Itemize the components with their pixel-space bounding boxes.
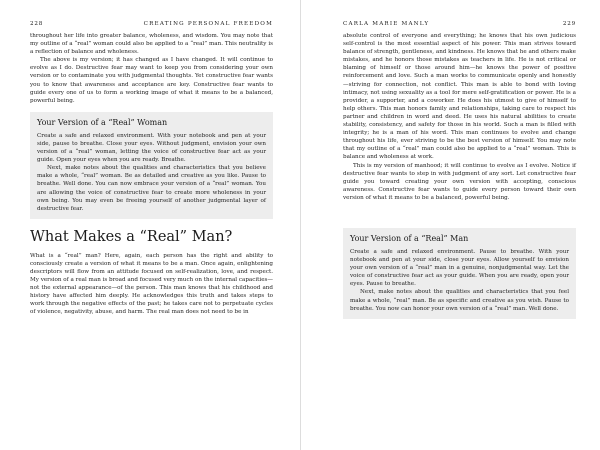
exercise-box-title: Your Version of a “Real” Man	[350, 233, 469, 243]
exercise-paragraph: Create a safe and relaxed environment. With your notebook and pen at your side, pause to breathe. Close your eyes. Without judgment, envision your own version of a “real” woman, letting the voice of constructive fear act as your guide. Open your eyes when you are ready. Breathe.	[37, 132, 266, 164]
exercise-paragraph: Next, make notes about the qualities and characteristics that you feel make a whole, “real” man. Be as specific and creative as you wish. Pause to breathe. You now can honor your own version of a “real” man. Well done.	[350, 289, 569, 312]
right-page-header	[343, 0, 576, 32]
page-number-left: 228	[30, 21, 44, 27]
left-page-header	[30, 0, 273, 32]
right-body-text	[343, 32, 576, 202]
section-body-text	[30, 252, 273, 317]
paragraph: The above is my version; it has changed as I have changed. It will continue to evolve as I do. Destructive fear may want to keep you from considering your own version or to contaminate you with judgmental thoughts. Yet constructive fear wants you to know that awareness and acceptance are key. Constructive fear wants to guide every one of us to form a working image of what it means to be a balanced, powerful being.	[30, 57, 273, 104]
exercise-paragraph: Next, make notes about the qualities and characteristics that you believe make a whole, “real” woman. Be as detailed and creative as you like. Pause to breathe. Well done. You can now embrace your version of a “real” woman. You are allowing the voice of constructive fear to create more wholeness in your own being. You may even be freeing yourself of another judgmental layer of destructive fear.	[37, 165, 266, 212]
right-page	[300, 0, 600, 450]
exercise-box-man	[343, 228, 576, 319]
paragraph: throughout her life into greater balance, wholeness, and wisdom. You may note that my outline of a “real” woman could also be applied to a “real” man. This neutrality is a reflection of balance and wholeness.	[30, 33, 273, 56]
paragraph: What is a “real” man? Here, again, each person has the right and ability to consciously create a version of what it means to be a man. Once again, enlightening descriptors will flow from an attitude focused on self-realization, love, and respect. My version of a real man is broad and focused very much on the internal capacities—not the external appearance—of the person. This man knows that his childhood and history have affected him deeply. He acknowledges this truth and takes steps to work through the negative effects of the past; he takes care not to perpetuate cycles of violence, negativity, abuse, and harm. The real man does not need to be in	[30, 252, 273, 316]
left-body-text	[30, 32, 273, 105]
exercise-box-woman	[30, 112, 273, 219]
exercise-box-title: Your Version of a “Real” Woman	[37, 117, 168, 127]
running-title-left: CREATING PERSONAL FREEDOM	[143, 21, 273, 27]
running-title-right: CARLA MARIE MANLY	[343, 21, 430, 27]
paragraph: This is my version of manhood; it will continue to evolve as I evolve. Notice if destructive fear wants to step in with judgment of any sort. Let constructive fear guide you toward creating your own version with accepting, conscious awareness. Constructive fear wants to guide every person toward their own version of what it means to be a balanced, powerful being.	[343, 162, 576, 201]
page-number-right: 229	[562, 21, 576, 27]
section-heading: What Makes a “Real” Man?	[30, 228, 233, 245]
paragraph: absolute control of everyone and everything; he knows that his own judicious self-control is the most essential aspect of his power. This man strives toward balance of strength, gentleness, and kindness. He knows that he and others make mistakes, and he honors those mistakes as teachers in life. He is not critical or blaming of himself or those around him—he knows the power of positive reinforcement and love. Such a man works to communicate openly and honestly—striving for connection, not conflict. This man is able to bond with loving intimacy, not using sexuality as a tool for mere self-gratification or power. He is a provider, a supporter, and a coworker. He does his utmost to give of himself to help others. This man honors family and relationships, taking care to respect his partner and children in word and deed. He uses his natural abilities to create stability, consistency, and safety for those in his world. Such a man is filled with integrity; he is a man of his word. This man continues to evolve and change throughout his life, ever striving to be the best version of himself. You may note that my outline of a “real” man could also be applied to a “real” woman. This is balance and wholeness at work.	[343, 33, 576, 161]
exercise-paragraph: Create a safe and relaxed environment. Pause to breathe. With your notebook and pen at your side, close your eyes. Allow yourself to envision your own version of a “real” man in a genuine, nonjudgmental way. Let the voice of constructive fear act as your guide. When you are ready, open your eyes. Pause to breathe.	[350, 248, 569, 288]
